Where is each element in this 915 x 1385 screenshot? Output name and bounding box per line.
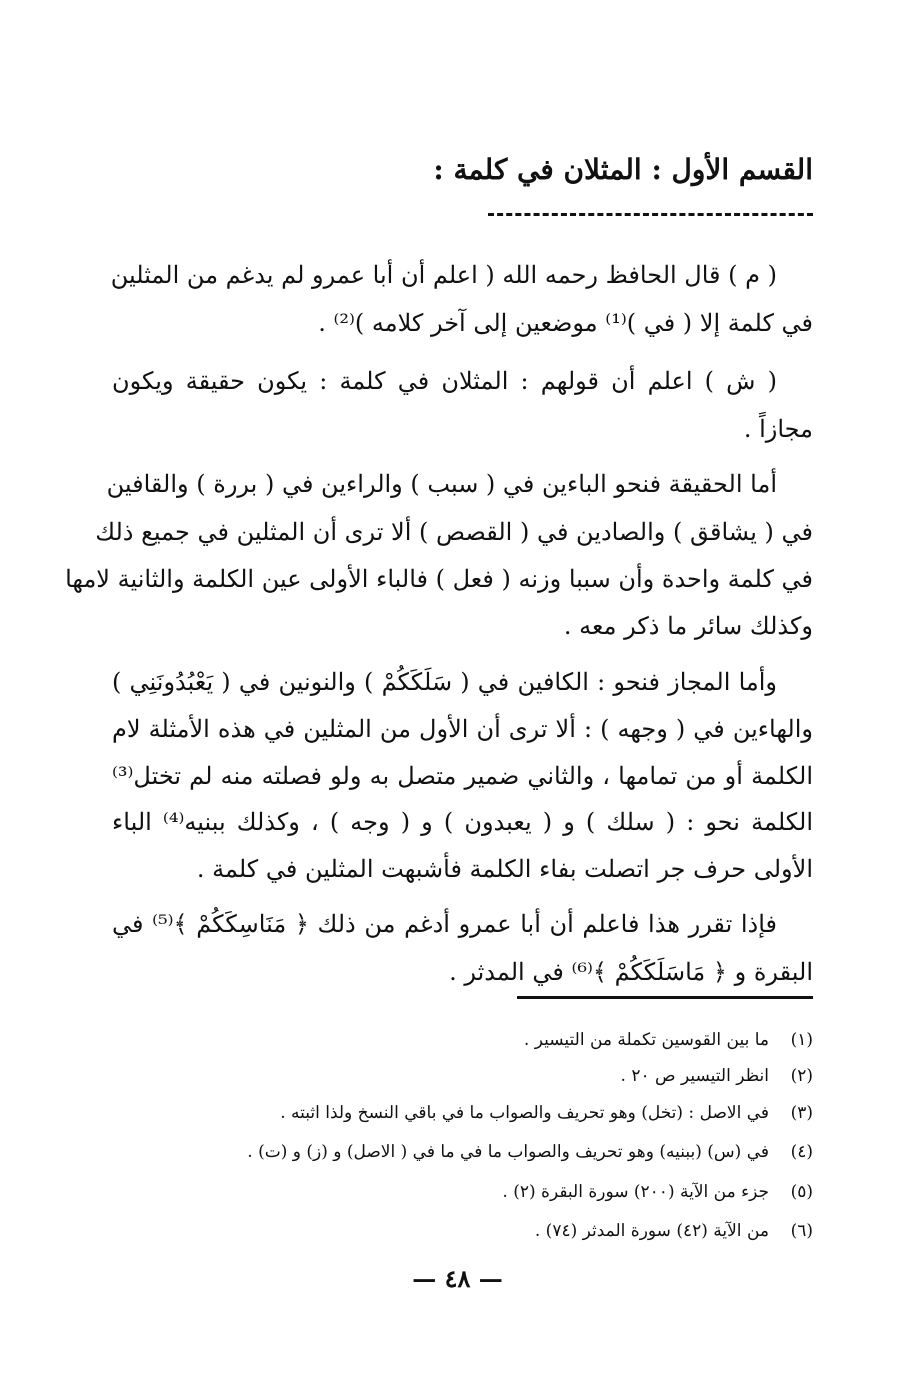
footnote-number: (٥) <box>790 1182 813 1202</box>
body-line: فإذا تقرر هذا فاعلم أن أبا عمرو أدغم من ذلك ﴿ مَنَاسِكَكُمْ ﴾⁽⁵⁾ في <box>112 910 778 938</box>
footnote-number: (٤) <box>790 1142 813 1162</box>
footnote-text: جزء من الآية (٢٠٠) سورة البقرة (٢) . <box>502 1182 769 1202</box>
heading-dashed-divider <box>488 213 813 216</box>
section-heading: القسم الأول : المثلان في كلمة : <box>433 153 813 186</box>
body-line: في كلمة إلا ( في )⁽¹⁾ موضعين إلى آخر كلامه )⁽²⁾ . <box>318 309 813 337</box>
body-line: ( م ) قال الحافظ رحمه الله ( اعلم أن أبا عمرو لم يدغم من المثلين <box>110 261 777 289</box>
footnote-text: في (س) (ببنيه) وهو تحريف والصواب ما في ما في ( الاصل) و (ز) و (ت) . <box>247 1142 769 1162</box>
body-line: الكلمة أو من تمامها ، والثاني ضمير متصل به ولو فصلته منه لم تختل⁽³⁾ <box>112 762 813 790</box>
footnote-text: انظر التيسير ص ٢٠ . <box>620 1066 769 1086</box>
body-line: ( ش ) اعلم أن قولهم : المثلان في كلمة : يكون حقيقة ويكون <box>112 367 777 395</box>
body-line: الأولى حرف جر اتصلت بفاء الكلمة فأشبهت المثلين في كلمة . <box>196 855 813 883</box>
footnote <box>100 1215 813 1247</box>
body-line: وكذلك سائر ما ذكر معه . <box>563 612 813 640</box>
footnote <box>100 1060 813 1092</box>
body-line: البقرة و ﴿ مَاسَلَكَكُمْ ﴾⁽⁶⁾ في المدثر . <box>449 958 813 986</box>
page-number: — ٤٨ — <box>412 1264 503 1293</box>
footnote-number: (١) <box>790 1030 813 1050</box>
body-line: مجازاً . <box>743 415 813 443</box>
footnote-text: من الآية (٤٢) سورة المدثر (٧٤) . <box>534 1221 769 1241</box>
body-line: وأما المجاز فنحو : الكافين في ( سَلَكَكُمْ ) والنونين في ( يَعْبُدُونَنِي ) <box>112 668 777 696</box>
footnote <box>100 1136 813 1168</box>
body-line: الكلمة نحو : ( سلك ) و ( يعبدون ) و ( وجه ) ، وكذلك ببنيه⁽⁴⁾ الباء <box>112 808 814 836</box>
footnote-number: (٦) <box>790 1221 813 1241</box>
footnote-text: ما بين القوسين تكملة من التيسير . <box>523 1030 769 1050</box>
footnote <box>100 1176 813 1208</box>
footnote <box>100 1024 813 1056</box>
body-line: أما الحقيقة فنحو الباءين في ( سبب ) والراءين في ( بررة ) والقافين <box>106 470 777 498</box>
body-line: في كلمة واحدة وأن سببا وزنه ( فعل ) فالباء الأولى عين الكلمة والثانية لامها <box>65 565 813 593</box>
body-line: والهاءين في ( وجهه ) : ألا ترى أن الأول من المثلين في هذه الأمثلة لام <box>112 715 813 743</box>
footnote <box>100 1097 813 1129</box>
footnote-number: (٢) <box>790 1066 813 1086</box>
body-line: في ( يشاقق ) والصادين في ( القصص ) ألا ترى أن المثلين في جميع ذلك <box>95 518 813 546</box>
footnote-number: (٣) <box>790 1103 813 1123</box>
footnote-separator <box>517 996 813 999</box>
footnote-text: في الاصل : (تخل) وهو تحريف والصواب ما في باقي النسخ ولذا اثبته . <box>280 1103 769 1123</box>
